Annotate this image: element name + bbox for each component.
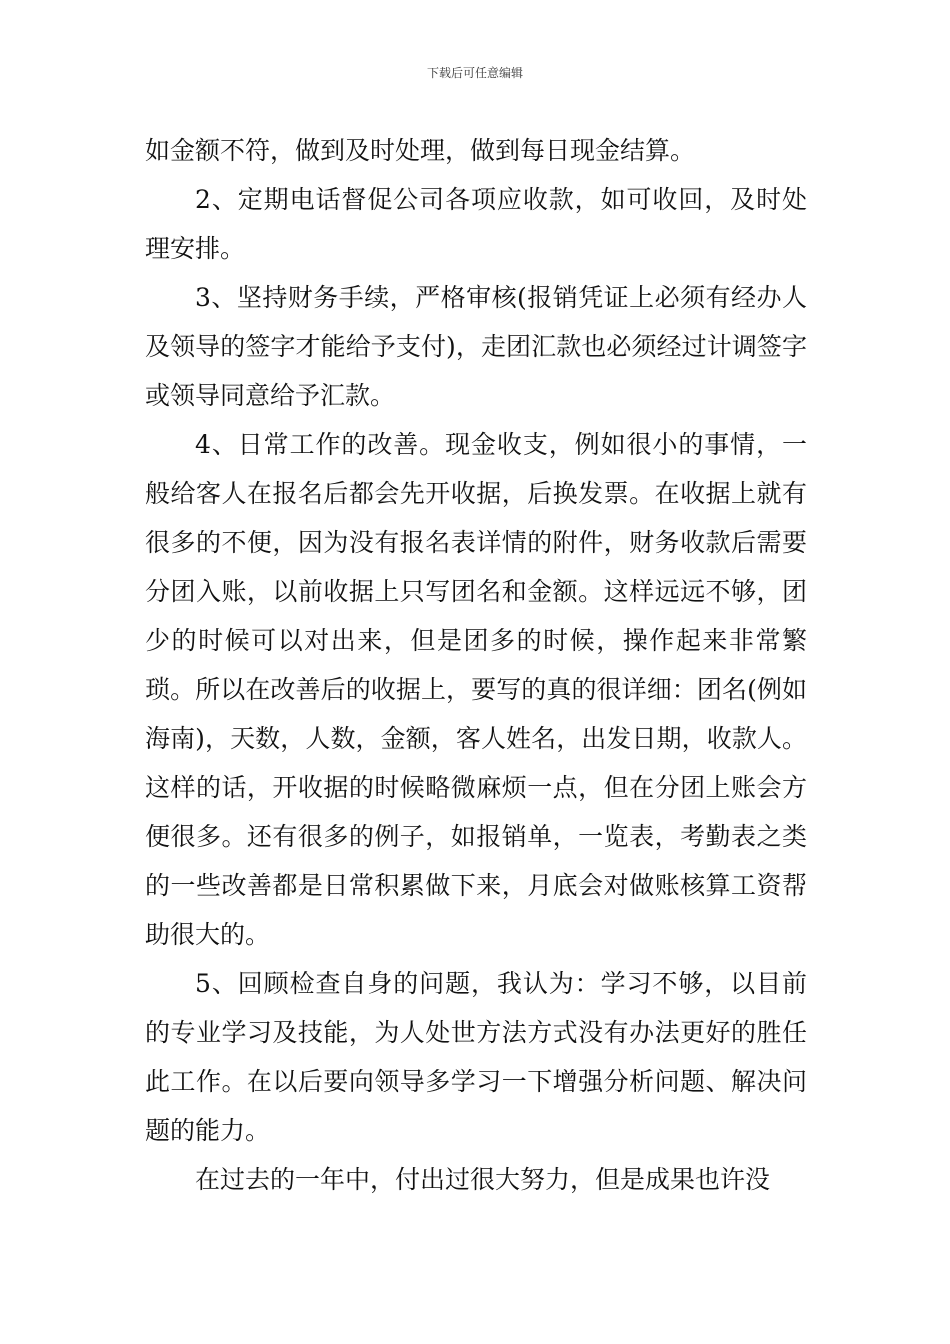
- paragraph-continuation: 如金额不符，做到及时处理，做到每日现金结算。: [145, 136, 696, 165]
- document-body: [145, 126, 807, 1204]
- paragraph-item-3: 3、坚持财务手续，严格审核(报销凭证上必须有经办人及领导的签字才能给予支付)，走团汇款也必须经过计调签字或领导同意给予汇款。: [145, 283, 807, 410]
- paragraph-item-4: 4、日常工作的改善。现金收支，例如很小的事情，一般给客人在报名后都会先开收据，后换发票。在收据上就有很多的不便，因为没有报名表详情的附件，财务收款后需要分团入账，以前收据上只写团名和金额。这样远远不够，团少的时候可以对出来，但是团多的时候，操作起来非常繁琐。所以在改善后的收据上，要写的真的很详细：团名(例如海南)，天数，人数，金额，客人姓名，出发日期，收款人。这样的话，开收据的时候略微麻烦一点，但在分团上账会方便很多。还有很多的例子，如报销单，一览表，考勤表之类的一些改善都是日常积累做下来，月底会对做账核算工资帮助很大的。: [145, 430, 807, 949]
- paragraph-item-5: 5、回顾检查自身的问题，我认为：学习不够，以目前的专业学习及技能，为人处世方法方式没有办法更好的胜任此工作。在以后要向领导多学习一下增强分析问题、解决问题的能力。: [145, 969, 807, 1145]
- paragraph-item-2: 2、定期电话督促公司各项应收款，如可收回，及时处理安排。: [145, 185, 807, 263]
- paragraph-summary: 在过去的一年中，付出过很大努力，但是成果也许没: [195, 1165, 771, 1194]
- page-header: 下载后可任意编辑: [426, 66, 523, 80]
